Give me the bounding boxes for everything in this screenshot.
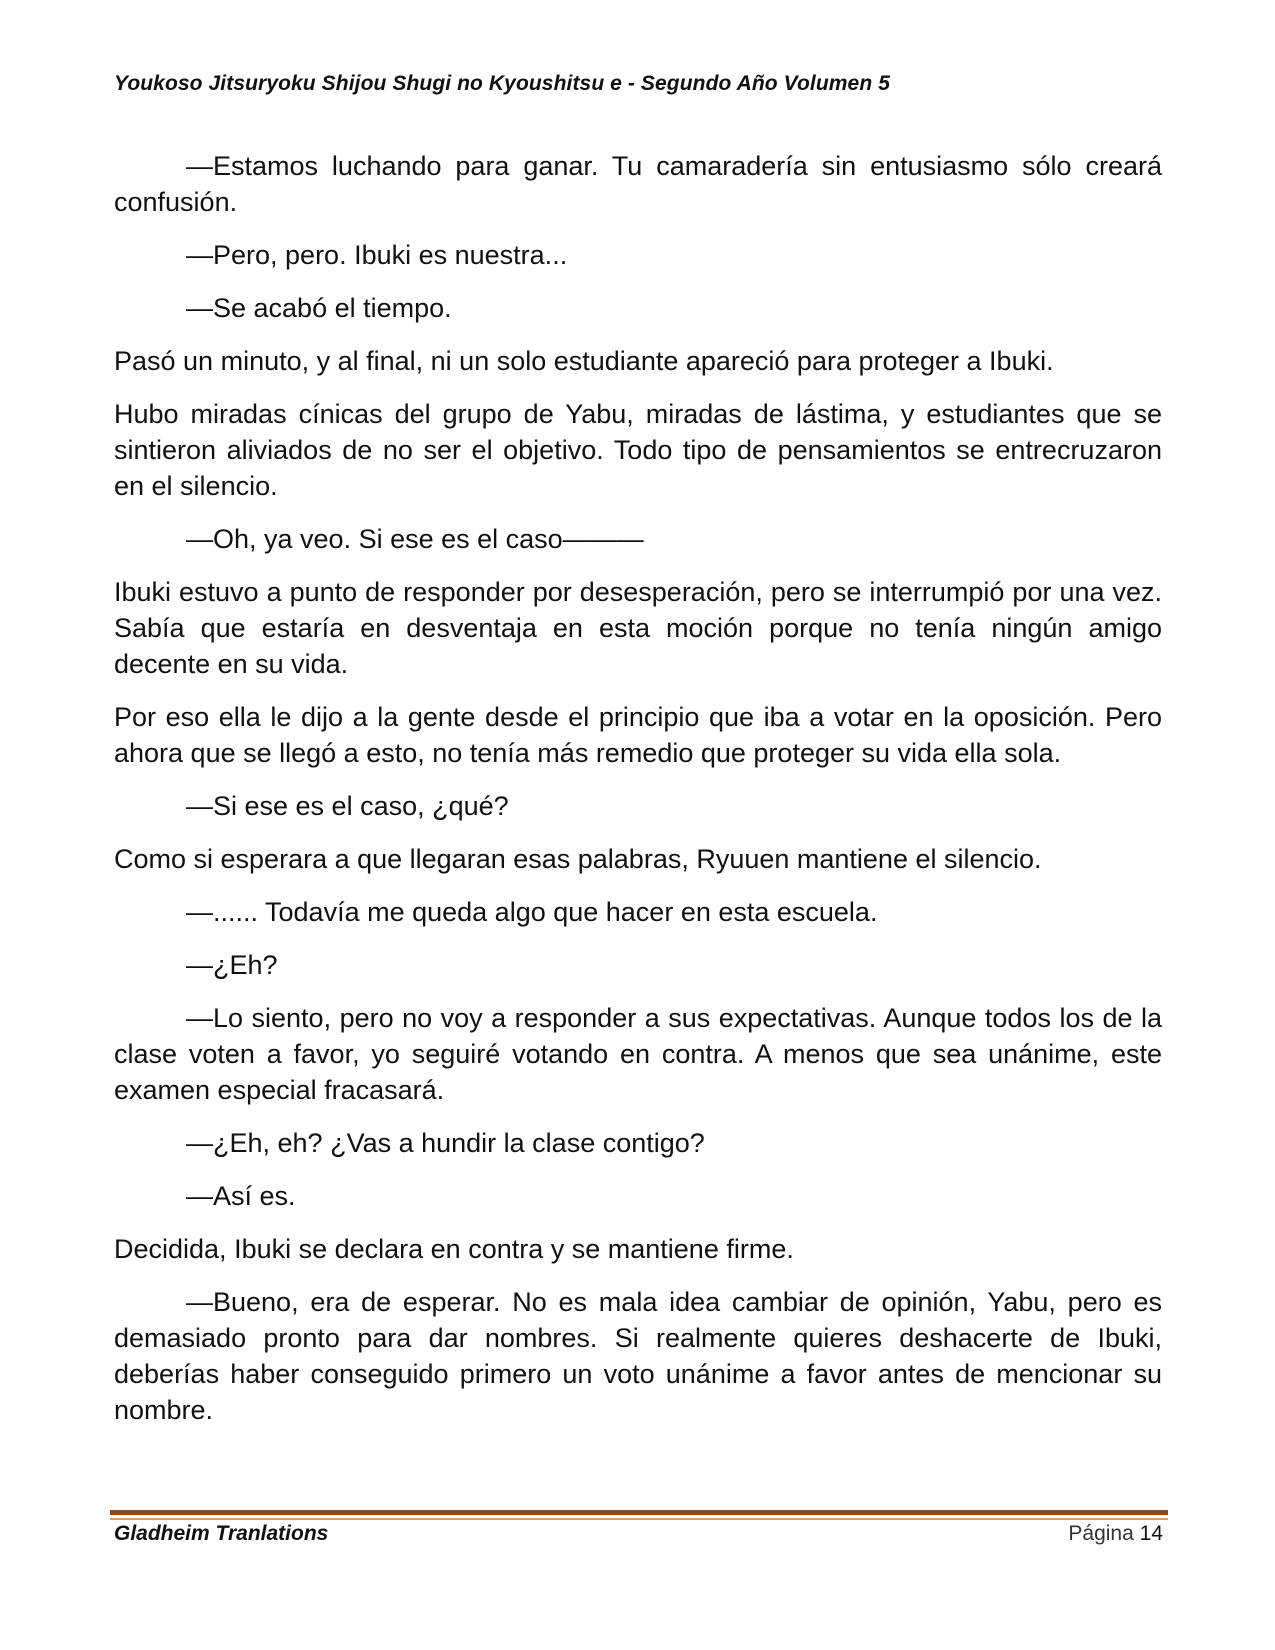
footer-rule-thick [110, 1510, 1168, 1515]
paragraph: —¿Eh, eh? ¿Vas a hundir la clase contigo? [186, 1128, 705, 1158]
paragraph: —Lo siento, pero no voy a responder a sus expectativas. Aunque todos los de la clase voten a favor, yo seguiré votando en contra. A menos que sea unánime, este examen especial fracasará. [114, 1003, 1162, 1105]
page-label: Página [1068, 1522, 1134, 1545]
paragraph: —Pero, pero. Ibuki es nuestra... [186, 240, 568, 270]
paragraph: —Si ese es el caso, ¿qué? [186, 791, 509, 821]
paragraph: —...... Todavía me queda algo que hacer en esta escuela. [186, 897, 878, 927]
page-number [1068, 1522, 1163, 1546]
footer-credit: Gladheim Tranlations [114, 1522, 329, 1545]
paragraph: Pasó un minuto, y al final, ni un solo estudiante apareció para proteger a Ibuki. [114, 346, 1054, 376]
paragraph: Decidida, Ibuki se declara en contra y se mantiene firme. [114, 1234, 794, 1264]
paragraph: Ibuki estuvo a punto de responder por desesperación, pero se interrumpió por una vez. Sabía que estaría en desventaja en esta moción porque no tenía ningún amigo decente en su vida. [114, 577, 1162, 679]
paragraph: —¿Eh? [186, 950, 278, 980]
paragraph: —Estamos luchando para ganar. Tu camaradería sin entusiasmo sólo creará confusión. [114, 151, 1162, 217]
page-body [114, 148, 1162, 1445]
paragraph: Hubo miradas cínicas del grupo de Yabu, miradas de lástima, y estudiantes que se sintieron aliviados de no ser el objetivo. Todo tipo de pensamientos se entrecruzaron en el silencio. [114, 399, 1162, 501]
footer-rule-thin [110, 1518, 1168, 1520]
paragraph: —Se acabó el tiempo. [186, 293, 452, 323]
page-number-value: 14 [1139, 1522, 1163, 1545]
paragraph: Por eso ella le dijo a la gente desde el principio que iba a votar en la oposición. Pero ahora que se llegó a esto, no tenía más remedio que proteger su vida ella sola. [114, 702, 1162, 768]
paragraph: —Bueno, era de esperar. No es mala idea cambiar de opinión, Yabu, pero es demasiado pronto para dar nombres. Si realmente quieres deshacerte de Ibuki, deberías haber conseguido primero un voto unánime a favor antes de mencionar su nombre. [114, 1287, 1162, 1425]
paragraph: —Así es. [186, 1181, 296, 1211]
paragraph: —Oh, ya veo. Si ese es el caso——— [186, 524, 644, 554]
header-title: Youkoso Jitsuryoku Shijou Shugi no Kyoushitsu e - Segundo Año Volumen 5 [114, 72, 890, 95]
paragraph: Como si esperara a que llegaran esas palabras, Ryuuen mantiene el silencio. [114, 844, 1042, 874]
